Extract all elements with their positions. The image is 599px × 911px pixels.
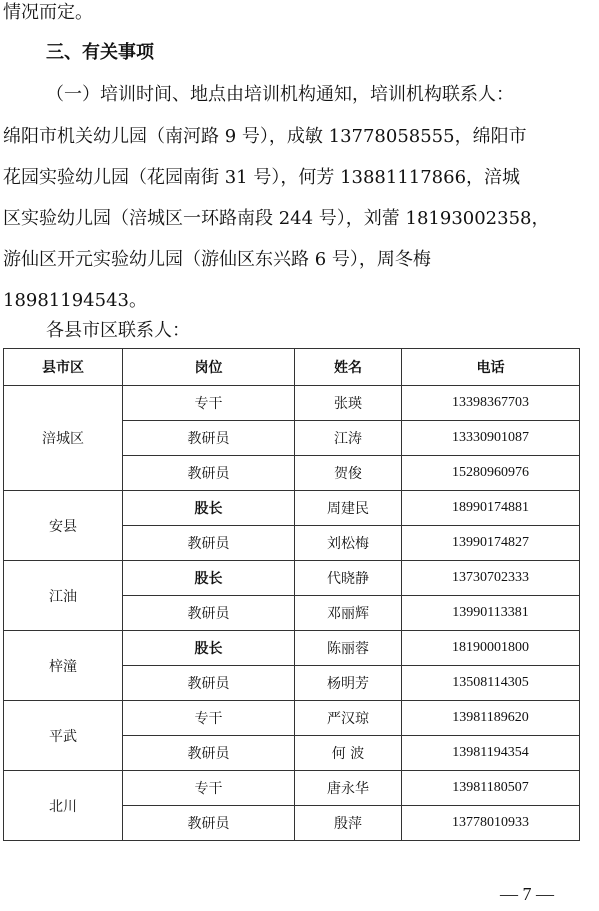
table-row: [4, 701, 580, 736]
role-cell: 教研员: [123, 421, 295, 456]
table-row: [4, 491, 580, 526]
role-cell: 教研员: [123, 596, 295, 631]
header-role: 岗位: [123, 349, 295, 386]
phone-cell: 13330901087: [402, 421, 580, 456]
phone-cell: 13398367703: [402, 386, 580, 421]
phone-cell: 13508114305: [402, 666, 580, 701]
phone-cell: 13990174827: [402, 526, 580, 561]
contacts-table: [3, 348, 580, 841]
role-cell: 教研员: [123, 666, 295, 701]
paragraph-line: 18981194543。: [3, 290, 147, 311]
phone-cell: 13778010933: [402, 806, 580, 841]
paragraph-line: （一）培训时间、地点由培训机构通知，培训机构联系人：: [46, 84, 514, 105]
district-cell: 梓潼: [4, 631, 123, 701]
role-cell: 专干: [123, 386, 295, 421]
phone-cell: 13981189620: [402, 701, 580, 736]
header-phone: 电话: [402, 349, 580, 386]
table-intro: 各县市区联系人：: [46, 320, 190, 341]
paragraph-line: 游仙区开元实验幼儿园（游仙区东兴路 6 号），周冬梅: [3, 249, 431, 270]
name-cell: 杨明芳: [295, 666, 402, 701]
name-cell: 代晓静: [295, 561, 402, 596]
name-cell: 陈丽蓉: [295, 631, 402, 666]
table-row: [4, 386, 580, 421]
paragraph-line: 区实验幼儿园（涪城区一环路南段 244 号），刘蕾 18193002358，: [3, 208, 550, 229]
phone-cell: 13981180507: [402, 771, 580, 806]
role-cell: 专干: [123, 701, 295, 736]
table-row: [4, 631, 580, 666]
district-cell: 安县: [4, 491, 123, 561]
phone-cell: 13981194354: [402, 736, 580, 771]
role-cell: 教研员: [123, 736, 295, 771]
name-cell: 殷萍: [295, 806, 402, 841]
paragraph-line: 绵阳市机关幼儿园（南河路 9 号），成敏 13778058555，绵阳市: [3, 126, 527, 147]
name-cell: 唐永华: [295, 771, 402, 806]
phone-cell: 18990174881: [402, 491, 580, 526]
phone-cell: 18190001800: [402, 631, 580, 666]
phone-cell: 15280960976: [402, 456, 580, 491]
district-cell: 涪城区: [4, 386, 123, 491]
phone-cell: 13730702333: [402, 561, 580, 596]
section-heading: 三、有关事项: [46, 42, 154, 63]
header-district: 县市区: [4, 349, 123, 386]
role-cell: 专干: [123, 771, 295, 806]
name-cell: 张瑛: [295, 386, 402, 421]
role-cell: 股长: [123, 561, 295, 596]
header-name: 姓名: [295, 349, 402, 386]
page-number: — 7 —: [500, 884, 554, 904]
phone-cell: 13990113381: [402, 596, 580, 631]
name-cell: 何 波: [295, 736, 402, 771]
name-cell: 周建民: [295, 491, 402, 526]
table-header-row: [4, 349, 580, 386]
table-row: [4, 561, 580, 596]
name-cell: 严汉琼: [295, 701, 402, 736]
role-cell: 教研员: [123, 526, 295, 561]
table-row: [4, 771, 580, 806]
district-cell: 北川: [4, 771, 123, 841]
name-cell: 邓丽辉: [295, 596, 402, 631]
name-cell: 江涛: [295, 421, 402, 456]
role-cell: 教研员: [123, 456, 295, 491]
name-cell: 贺俊: [295, 456, 402, 491]
paragraph-line: 花园实验幼儿园（花园南街 31 号），何芳 13881117866，涪城: [3, 167, 521, 188]
name-cell: 刘松梅: [295, 526, 402, 561]
role-cell: 股长: [123, 631, 295, 666]
district-cell: 平武: [4, 701, 123, 771]
role-cell: 股长: [123, 491, 295, 526]
paragraph-continuation: 情况而定。: [3, 2, 93, 23]
district-cell: 江油: [4, 561, 123, 631]
role-cell: 教研员: [123, 806, 295, 841]
